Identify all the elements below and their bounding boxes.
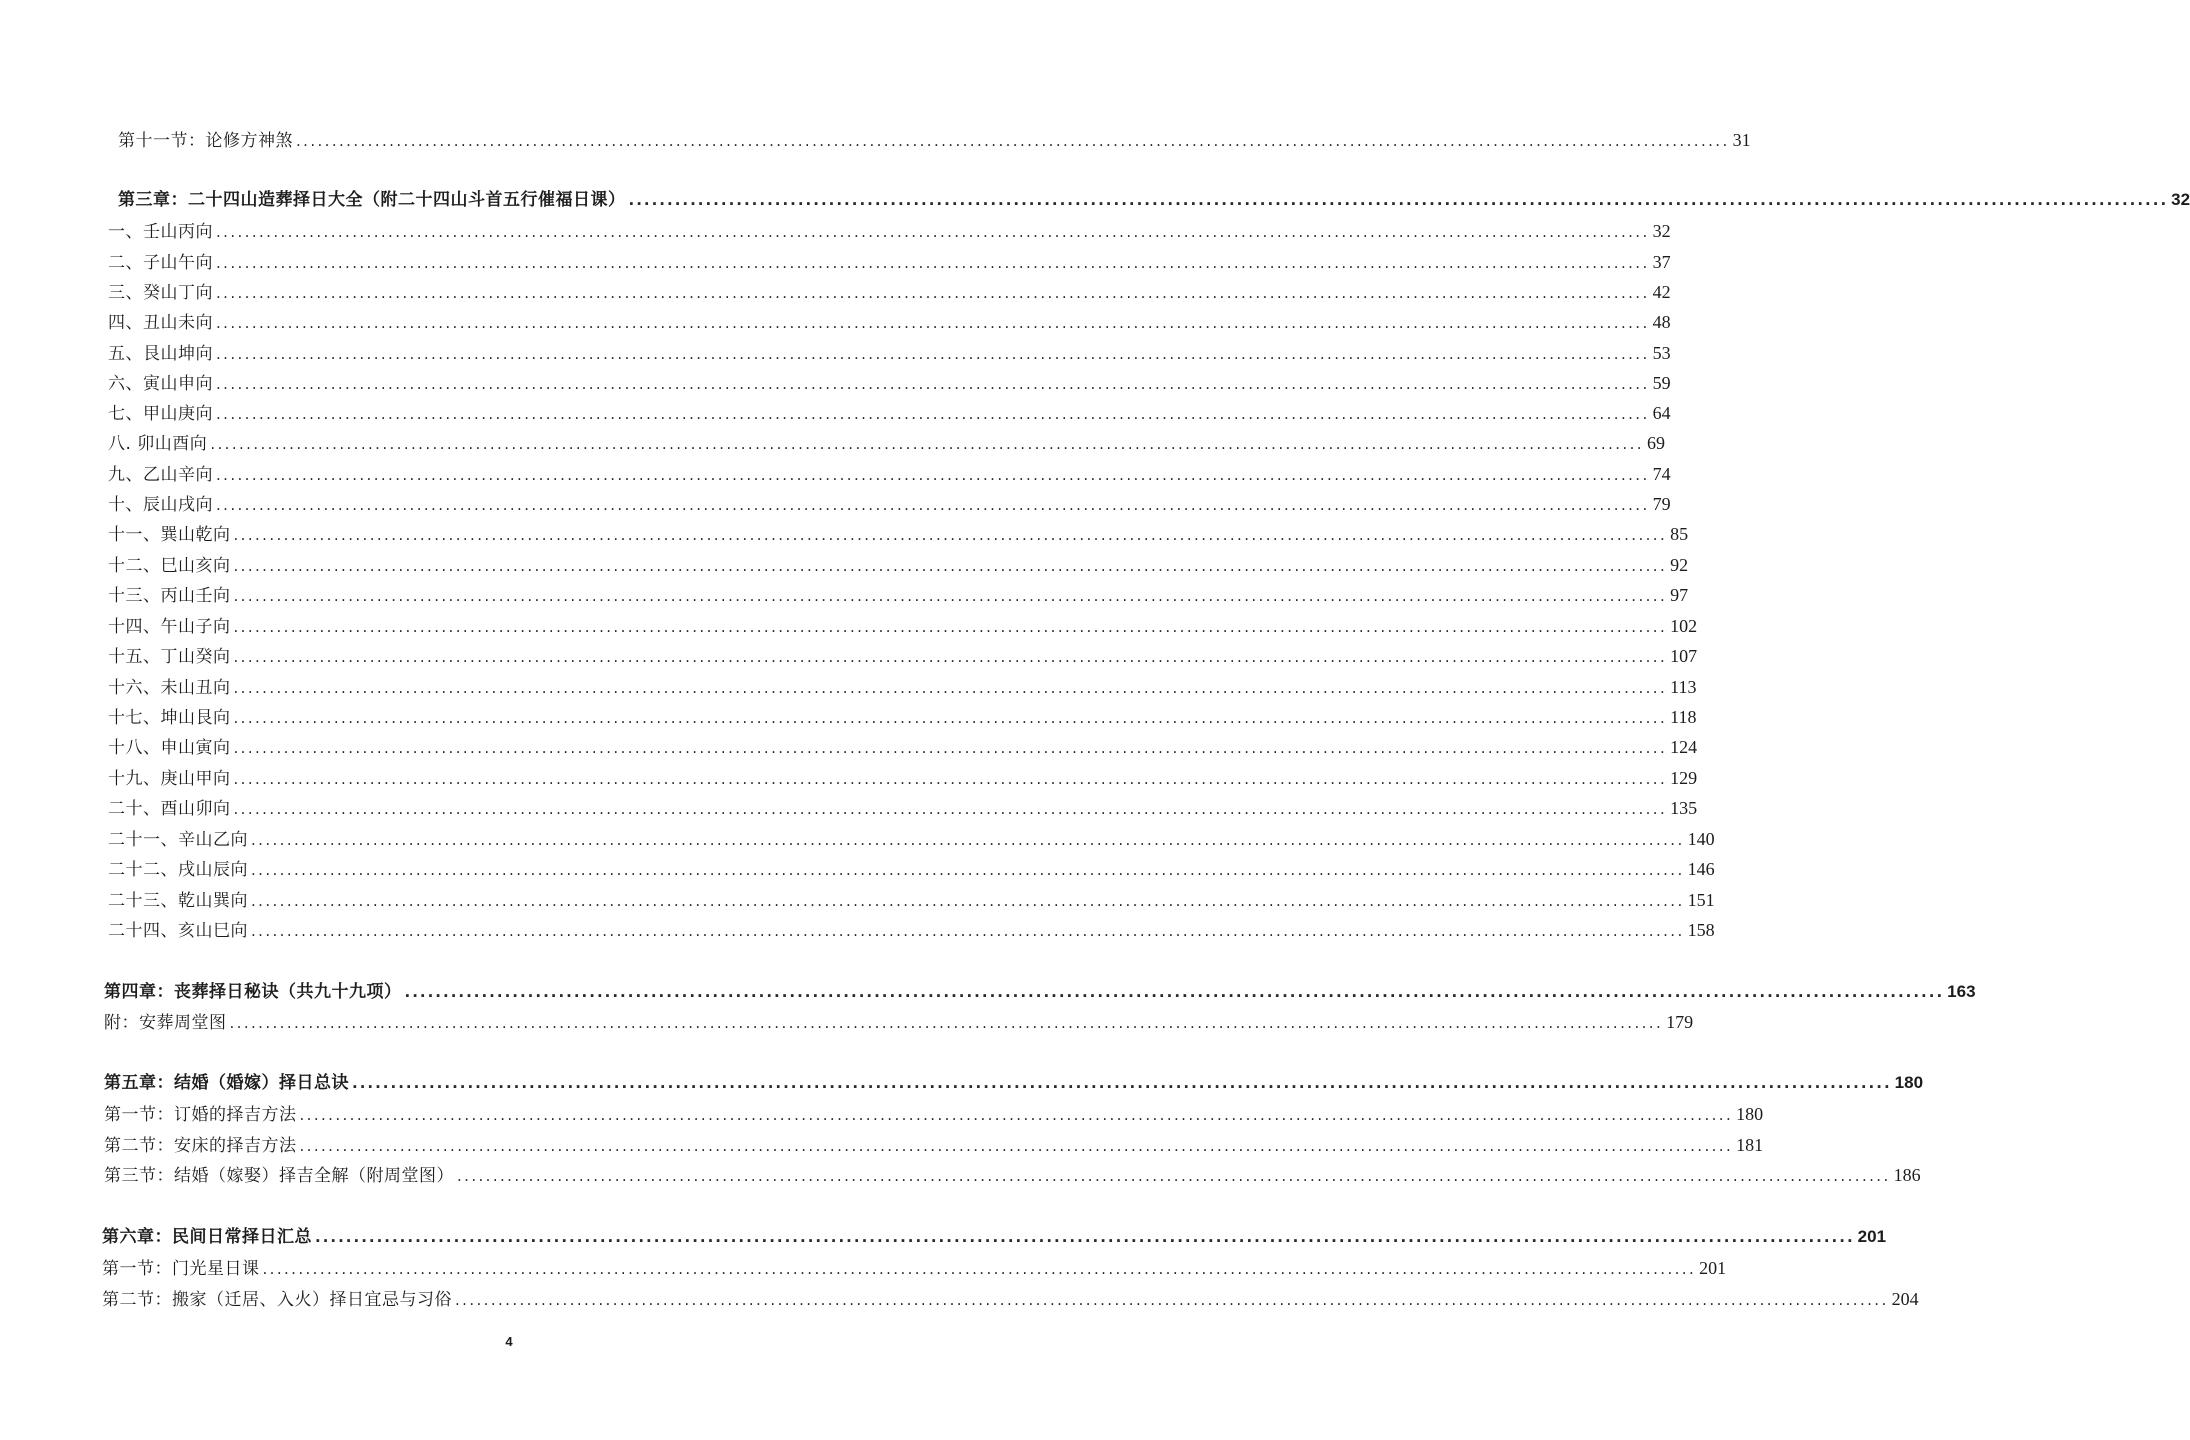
toc-entry-page-number: 53: [1652, 343, 1671, 363]
toc-entry-title: 十四、午山子向: [108, 617, 231, 637]
toc-entry-page-number: 48: [1652, 312, 1671, 332]
toc-entry: [104, 1163, 1921, 1188]
toc-entry-page-number: 92: [1670, 555, 1689, 575]
toc-entry: [102, 1256, 1727, 1281]
toc-entry-page-number: 180: [1736, 1104, 1764, 1124]
toc-entry-page-number: 201: [1857, 1227, 1887, 1246]
toc-entry-title: 十六、未山丑向: [108, 678, 231, 698]
toc-entry-title: 一、壬山丙向: [108, 222, 213, 242]
toc-entry: [108, 462, 1671, 487]
toc-entry: [108, 250, 1671, 275]
toc-entry: [108, 341, 1671, 366]
toc-entry-page-number: 59: [1652, 373, 1671, 393]
toc-entry-page-number: 113: [1670, 677, 1697, 697]
toc-entry: [104, 1133, 1764, 1158]
toc-entry: [108, 522, 1689, 547]
toc-entry-page-number: 42: [1652, 282, 1671, 302]
dot-leader: ........................................................................................................................................................................................................: [251, 892, 1685, 910]
toc-entry-title: 十五、丁山癸向: [108, 647, 231, 667]
dot-leader: ........................................................................................................................................................................................................: [233, 526, 1668, 544]
toc-entry-page-number: 32: [1652, 221, 1671, 241]
dot-leader: ........................................................................................................................................................................................................: [352, 1074, 1892, 1092]
dot-leader: ........................................................................................................................................................................................................: [251, 922, 1685, 940]
toc-entry-title: 十九、庚山甲向: [108, 769, 231, 789]
dot-leader: ........................................................................................................................................................................................................: [233, 587, 1668, 605]
dot-leader: ........................................................................................................................................................................................................: [251, 861, 1685, 879]
toc-entry-title: 十三、丙山壬向: [108, 586, 231, 606]
toc-entry-page-number: 69: [1646, 433, 1665, 453]
toc-entry-page-number: 181: [1736, 1135, 1764, 1155]
toc-entry-page-number: 204: [1891, 1289, 1919, 1309]
toc-entry-page-number: 97: [1670, 585, 1689, 605]
toc-entry: [108, 705, 1697, 730]
toc-entry-title: 十一、巽山乾向: [108, 525, 231, 545]
toc-entry: [108, 766, 1698, 791]
dot-leader: ........................................................................................................................................................................................................: [315, 1228, 1855, 1246]
toc-entry-title: 二十、酉山卯向: [108, 799, 231, 819]
toc-entry-title: 第二节：搬家（迁居、入火）择日宜忌与习俗: [102, 1290, 452, 1310]
toc-entry-title: 七、甲山庚向: [108, 404, 213, 424]
toc-entry-page-number: 180: [1894, 1073, 1924, 1092]
dot-leader: ........................................................................................................................................................................................................: [216, 254, 1650, 272]
dot-leader: ........................................................................................................................................................................................................: [628, 191, 2169, 209]
toc-entry-title: 二十三、乾山巽向: [108, 891, 248, 911]
toc-entry-title: 二十一、辛山乙向: [108, 830, 248, 850]
toc-entry: [108, 675, 1697, 700]
toc-entry: [108, 735, 1698, 760]
toc-entry-title: 十七、坤山艮向: [108, 708, 231, 728]
dot-leader: ........................................................................................................................................................................................................: [233, 679, 1668, 697]
toc-entry-title: 第十一节：论修方神煞: [118, 131, 293, 151]
toc-entry-title: 第三章：二十四山造葬择日大全（附二十四山斗首五行催福日课）: [118, 190, 626, 210]
dot-leader: ........................................................................................................................................................................................................: [233, 770, 1668, 788]
dot-leader: ........................................................................................................................................................................................................: [299, 1137, 1734, 1155]
toc-entry-title: 二十四、亥山巳向: [108, 921, 248, 941]
toc-entry-title: 第一节：门光星日课: [102, 1259, 260, 1279]
toc-entry: [108, 310, 1671, 335]
toc-entry-page-number: 79: [1652, 494, 1671, 514]
toc-entry-title: 二、子山午向: [108, 253, 213, 273]
toc-entry-title: 六、寅山申向: [108, 374, 213, 394]
dot-leader: ........................................................................................................................................................................................................: [233, 709, 1668, 727]
dot-leader: ........................................................................................................................................................................................................: [216, 405, 1650, 423]
toc-entry-title: 十二、巳山亥向: [108, 556, 231, 576]
toc-entry-page-number: 179: [1666, 1012, 1694, 1032]
toc-entry-page-number: 135: [1670, 798, 1698, 818]
toc-entry: [108, 614, 1698, 639]
toc-entry-title: 九、乙山辛向: [108, 465, 213, 485]
toc-entry-page-number: 37: [1652, 252, 1671, 272]
toc-entry: [108, 857, 1715, 882]
dot-leader: ........................................................................................................................................................................................................: [216, 223, 1650, 241]
dot-leader: ........................................................................................................................................................................................................: [455, 1291, 1889, 1309]
dot-leader: ........................................................................................................................................................................................................: [216, 375, 1650, 393]
toc-entry-page-number: 146: [1687, 859, 1715, 879]
toc-entry-title: 第三节：结婚（嫁娶）择吉全解（附周堂图）: [104, 1166, 454, 1186]
dot-leader: ........................................................................................................................................................................................................: [296, 132, 1730, 150]
toc-chapter-entry: [118, 188, 2190, 212]
dot-leader: ........................................................................................................................................................................................................: [216, 466, 1650, 484]
toc-entry-title: 第六章：民间日常择日汇总: [102, 1227, 312, 1247]
dot-leader: ........................................................................................................................................................................................................: [233, 557, 1668, 575]
toc-chapter-entry: [104, 980, 1976, 1004]
dot-leader: ........................................................................................................................................................................................................: [233, 800, 1668, 818]
dot-leader: ........................................................................................................................................................................................................: [233, 648, 1668, 666]
dot-leader: ........................................................................................................................................................................................................: [216, 284, 1650, 302]
dot-leader: ........................................................................................................................................................................................................: [216, 314, 1650, 332]
dot-leader: ........................................................................................................................................................................................................: [229, 1014, 1664, 1032]
dot-leader: ........................................................................................................................................................................................................: [251, 831, 1685, 849]
toc-chapter-entry: [104, 1071, 1924, 1095]
toc-entry-page-number: 140: [1687, 829, 1715, 849]
toc-entry: [108, 888, 1715, 913]
toc-entry: [108, 280, 1671, 305]
toc-entry-page-number: 102: [1670, 616, 1698, 636]
toc-entry: [102, 1287, 1919, 1312]
toc-entry-page-number: 118: [1670, 707, 1697, 727]
toc-entry-page-number: 151: [1687, 890, 1715, 910]
toc-entry-page-number: 107: [1670, 646, 1698, 666]
toc-entry-page-number: 158: [1687, 920, 1715, 940]
dot-leader: ........................................................................................................................................................................................................: [233, 739, 1668, 757]
toc-entry-title: 五、艮山坤向: [108, 344, 213, 364]
toc-entry-page-number: 74: [1652, 464, 1671, 484]
toc-entry-page-number: 31: [1732, 130, 1751, 150]
toc-entry: [108, 644, 1698, 669]
toc-entry-title: 三、癸山丁向: [108, 283, 213, 303]
dot-leader: ........................................................................................................................................................................................................: [210, 435, 1644, 453]
toc-chapter-entry: [102, 1225, 1887, 1249]
toc-entry: [108, 796, 1698, 821]
toc-entry: [108, 827, 1715, 852]
toc-entry: [104, 1102, 1764, 1127]
toc-entry-page-number: 129: [1670, 768, 1698, 788]
toc-entry: [104, 1010, 1694, 1035]
dot-leader: ........................................................................................................................................................................................................: [233, 618, 1668, 636]
toc-entry-title: 十、辰山戌向: [108, 495, 213, 515]
toc-entry-page-number: 186: [1893, 1165, 1921, 1185]
dot-leader: ........................................................................................................................................................................................................: [457, 1167, 1891, 1185]
toc-entry: [118, 128, 1751, 153]
toc-entry: [108, 371, 1671, 396]
toc-entry-title: 第四章：丧葬择日秘诀（共九十九项）: [104, 982, 402, 1002]
toc-entry: [108, 492, 1671, 517]
toc-entry-title: 第二节：安床的择吉方法: [104, 1136, 297, 1156]
toc-entry: [108, 219, 1671, 244]
toc-entry: [108, 918, 1715, 943]
toc-entry-page-number: 163: [1947, 982, 1976, 1001]
toc-entry-title: 第五章：结婚（婚嫁）择日总诀: [104, 1073, 349, 1093]
dot-leader: ........................................................................................................................................................................................................: [216, 345, 1650, 363]
toc-entry-title: 四、丑山未向: [108, 313, 213, 333]
toc-entry-title: 附：安葬周堂图: [104, 1013, 227, 1033]
page-number: 4: [505, 1334, 513, 1349]
toc-entry: [108, 553, 1689, 578]
toc-entry-title: 十八、申山寅向: [108, 738, 231, 758]
dot-leader: ........................................................................................................................................................................................................: [404, 983, 1945, 1001]
toc-entry-title: 第一节：订婚的择吉方法: [104, 1105, 297, 1125]
toc-entry-page-number: 124: [1670, 737, 1698, 757]
toc-entry: [108, 431, 1665, 456]
toc-entry-title: 八. 卯山酉向: [108, 434, 208, 454]
toc-entry: [108, 583, 1689, 608]
toc-entry-page-number: 85: [1670, 524, 1689, 544]
toc-entry-page-number: 32: [2171, 190, 2190, 209]
dot-leader: ........................................................................................................................................................................................................: [262, 1260, 1697, 1278]
dot-leader: ........................................................................................................................................................................................................: [299, 1106, 1734, 1124]
toc-entry-page-number: 64: [1652, 403, 1671, 423]
toc-entry-title: 二十二、戌山辰向: [108, 860, 248, 880]
toc-entry: [108, 401, 1671, 426]
dot-leader: ........................................................................................................................................................................................................: [216, 496, 1650, 514]
toc-entry-page-number: 201: [1699, 1258, 1727, 1278]
